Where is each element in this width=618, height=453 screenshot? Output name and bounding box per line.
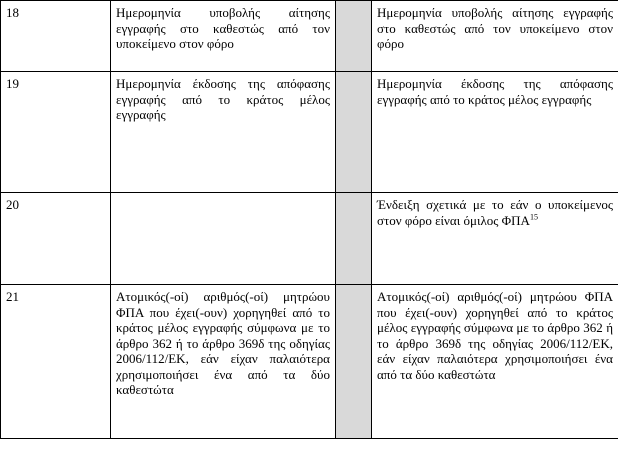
row-number: 21 bbox=[1, 285, 111, 439]
table-row bbox=[1, 285, 618, 439]
row-number: 20 bbox=[1, 193, 111, 285]
right-field-description: Ημερομηνία έκδοσης της απόφασης εγγραφής από το κράτος μέλος εγγραφής bbox=[372, 72, 618, 193]
row-number: 19 bbox=[1, 72, 111, 193]
left-field-description: Ημερομηνία υποβολής αίτησης εγγραφής στο καθεστώς από τον υποκείμενο στον φόρο bbox=[111, 1, 336, 72]
right-field-description: Ημερομηνία υποβολής αίτησης εγγραφής στο καθεστώς από τον υποκείμενο στον φόρο bbox=[372, 1, 618, 72]
right-field-description bbox=[372, 193, 618, 285]
table-row bbox=[1, 1, 618, 72]
table-row bbox=[1, 193, 618, 285]
shaded-separator-cell bbox=[336, 193, 372, 285]
footnote-reference[interactable]: 15 bbox=[529, 212, 538, 222]
table-row bbox=[1, 72, 618, 193]
right-field-text: Ένδειξη σχετικά με το εάν ο υποκείμενος στον φόρο είναι όμιλος ΦΠΑ bbox=[377, 197, 613, 228]
row-number: 18 bbox=[1, 1, 111, 72]
shaded-separator-cell bbox=[336, 72, 372, 193]
left-field-description: Ατομικός(-οί) αριθμός(-οί) μητρώου ΦΠΑ που έχει(-ουν) χορηγηθεί από το κράτος μέλος εγγραφής σύμφωνα με το άρθρο 362 ή το άρθρο 369δ της οδηγίας 2006/112/ΕΚ, εάν είχαν παλαιότερα χρησιμοποιήσει ένα από τα δύο καθεστώτα bbox=[111, 285, 336, 439]
shaded-separator-cell bbox=[336, 285, 372, 439]
shaded-separator-cell bbox=[336, 1, 372, 72]
left-field-description: Ημερομηνία έκδοσης της απόφασης εγγραφής από το κράτος μέλος εγγραφής bbox=[111, 72, 336, 193]
left-field-description bbox=[111, 193, 336, 285]
right-field-description: Ατομικός(-οί) αριθμός(-οί) μητρώου ΦΠΑ που έχει(-ουν) χορηγηθεί από το κράτος μέλος εγγραφής σύμφωνα με το άρθρο 362 ή το άρθρο 369δ της οδηγίας 2006/112/ΕΚ, εάν είχαν παλαιότερα χρησιμοποιήσει ένα από τα δύο καθεστώτα bbox=[372, 285, 618, 439]
